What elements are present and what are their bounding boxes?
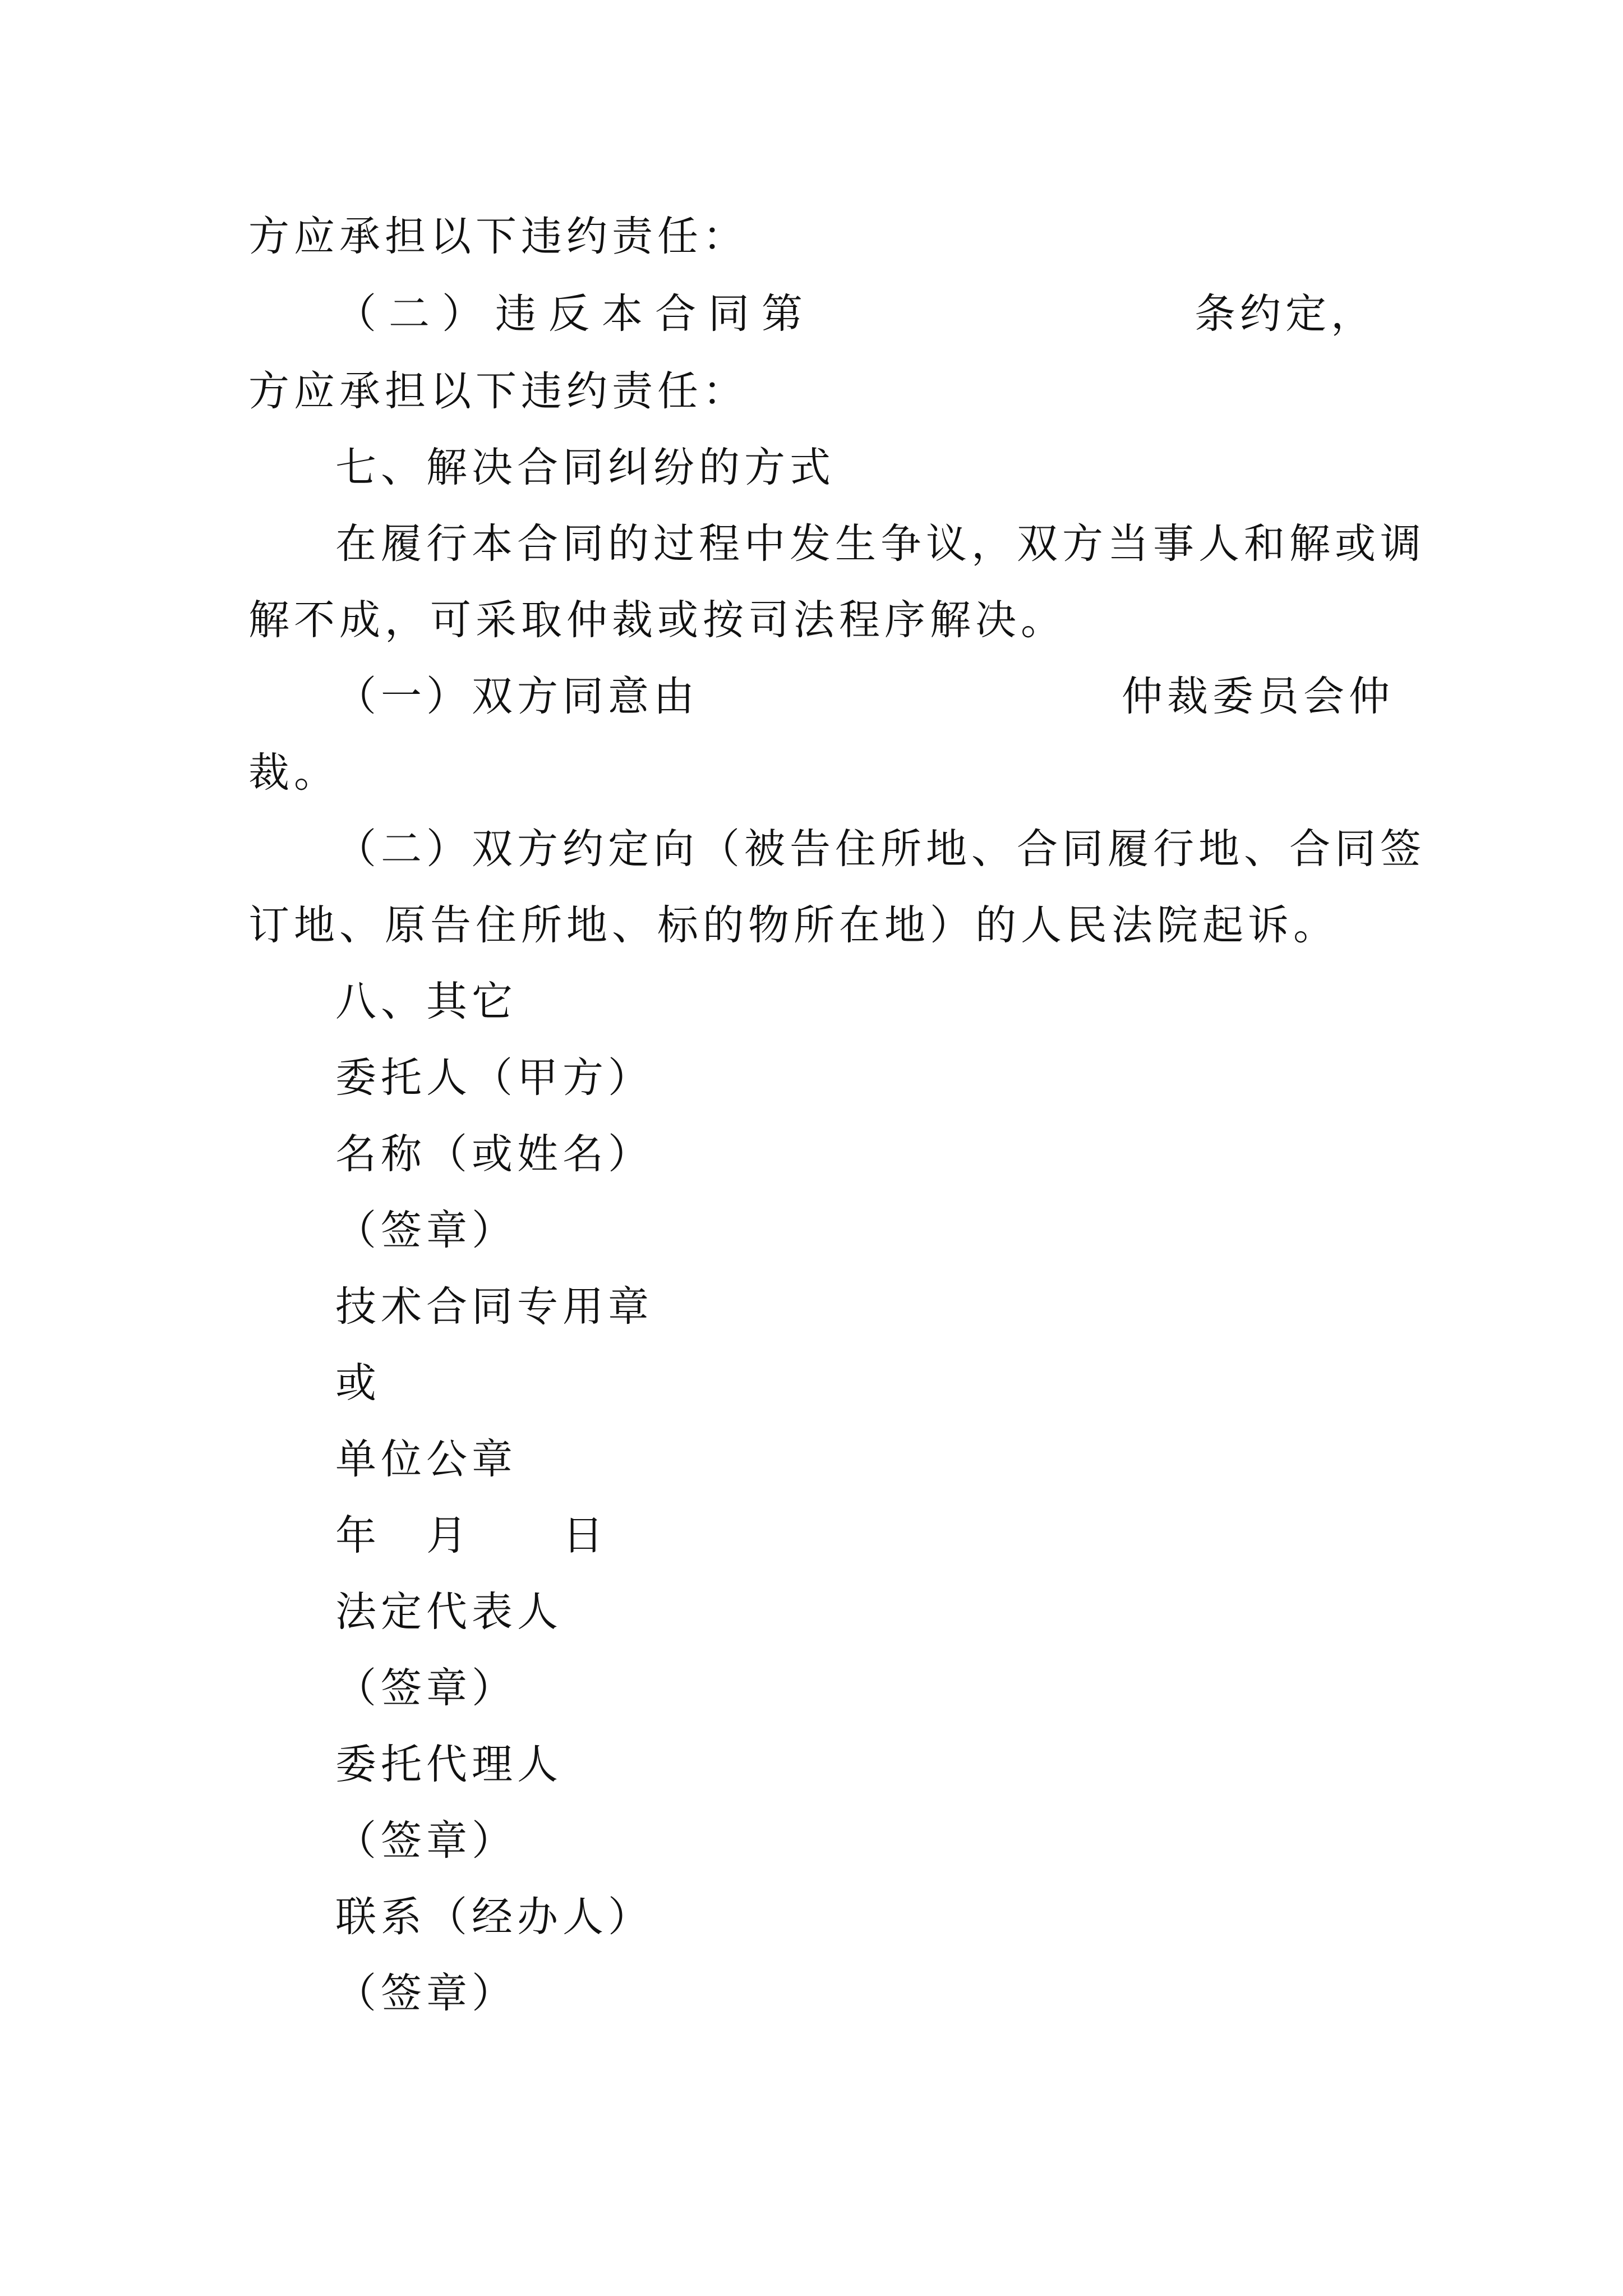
- text-line: 或: [335, 1359, 381, 1407]
- text-line: （二）双方约定向（被告住所地、合同履行地、合同签: [335, 825, 1426, 873]
- text-line: （二）违反本合同第: [335, 290, 815, 338]
- text-line: 法定代表人: [335, 1588, 562, 1636]
- text-line: 方应承担以下违约责任：: [248, 213, 748, 260]
- section-heading: 八、其它: [335, 978, 517, 1025]
- text-line: 技术合同专用章: [335, 1283, 653, 1331]
- text-line: 年 月 日: [335, 1512, 608, 1559]
- text-line: 仲裁委员会仲: [1122, 673, 1394, 720]
- text-line: （签章）: [335, 1817, 517, 1865]
- text-line: （签章）: [335, 1970, 517, 2017]
- text-line: 单位公章: [335, 1435, 517, 1483]
- text-line: （签章）: [335, 1664, 517, 1712]
- text-line: 名称（或姓名）: [335, 1130, 653, 1178]
- text-line: 订地、原告住所地、标的物所在地）的人民法院起诉。: [248, 901, 1339, 949]
- text-line: 联系（经办人）: [335, 1893, 653, 1941]
- text-line: 委托人（甲方）: [335, 1054, 653, 1102]
- text-line: （一）双方同意由: [335, 673, 699, 720]
- text-line: 裁。: [248, 749, 339, 797]
- text-line: 方应承担以下违约责任：: [248, 367, 748, 415]
- text-line: 条约定，: [1195, 290, 1376, 338]
- text-line: 委托代理人: [335, 1741, 562, 1788]
- section-heading: 七、解决合同纠纷的方式: [335, 444, 835, 491]
- text-line: 解不成，可采取仲裁或按司法程序解决。: [248, 596, 1066, 644]
- text-line: 在履行本合同的过程中发生争议，双方当事人和解或调: [335, 520, 1426, 568]
- text-line: （签章）: [335, 1207, 517, 1254]
